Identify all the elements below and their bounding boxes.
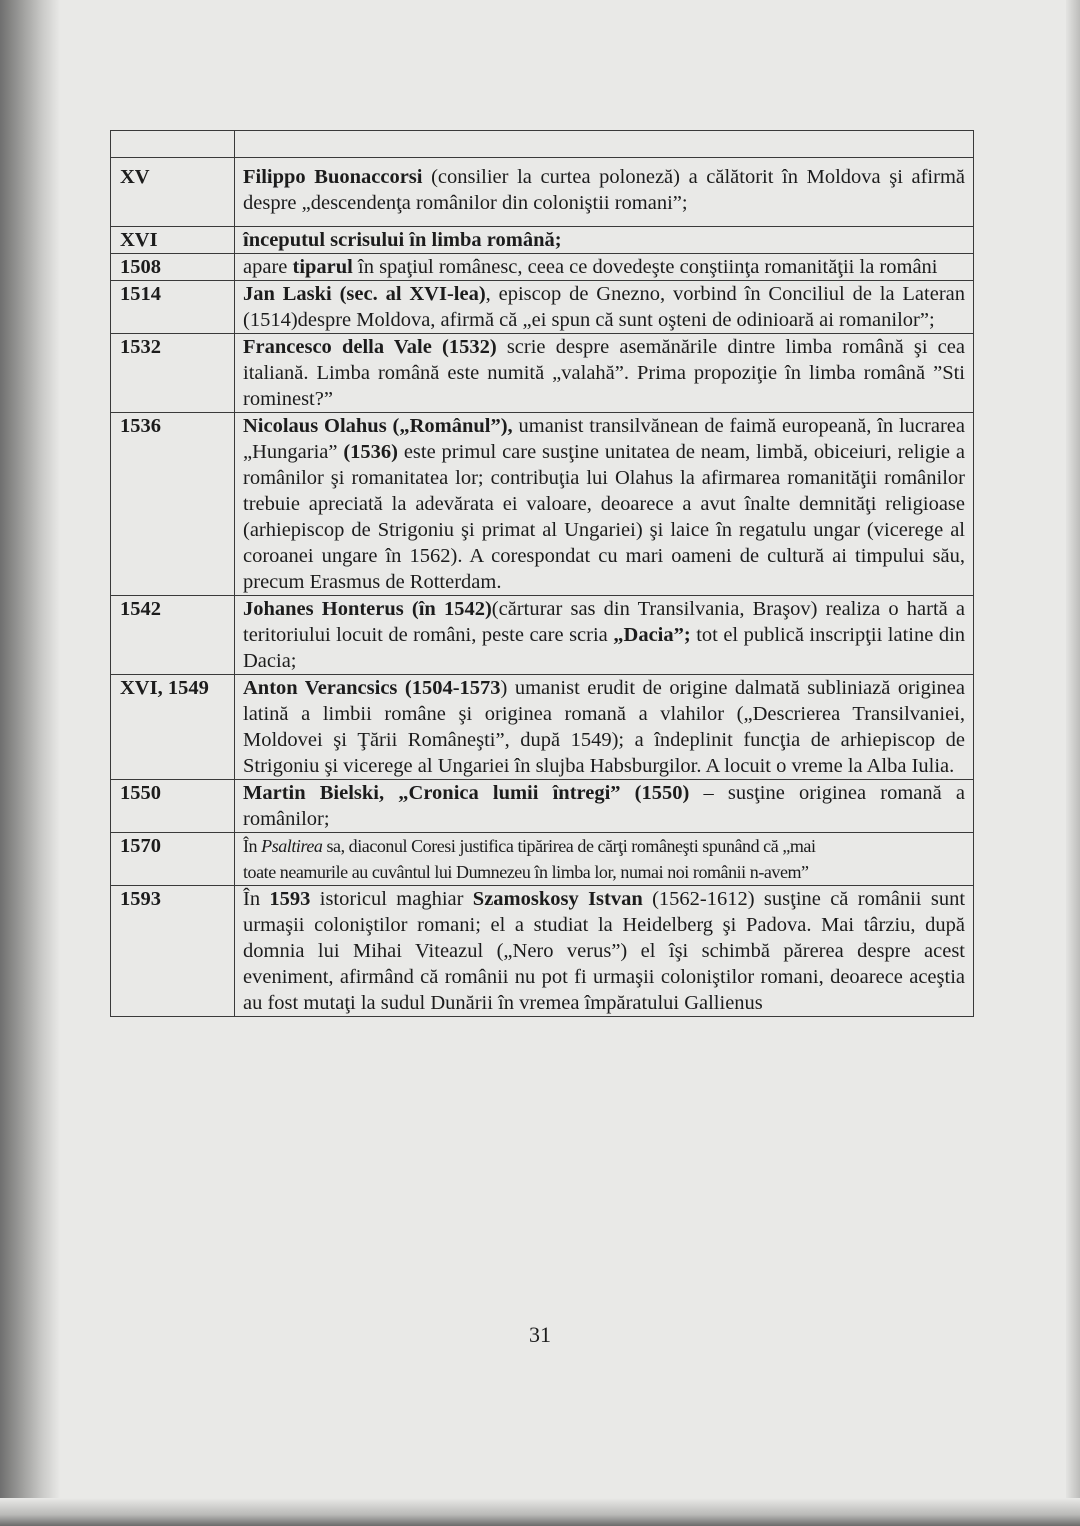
- table-row: [111, 886, 974, 1017]
- text-run-bold: Nicolaus Olahus („Românul”),: [243, 415, 513, 437]
- text-line: [243, 833, 965, 859]
- text-run: scrie despre asemănările dintre limba română şi cea italiană. Limba română este numită „valahă”. Prima propoziţie în limba română ”Sti rominest?”: [243, 336, 965, 410]
- chronology-table: [110, 130, 974, 1017]
- text-run-bold: 1593: [269, 888, 311, 910]
- text-run: – susţine originea romană a românilor;: [243, 782, 965, 830]
- description-cell: [235, 675, 974, 780]
- text-run-bold: Jan Laski (sec. al XVI-lea): [243, 283, 486, 305]
- description-cell: [235, 833, 974, 886]
- description-cell: [235, 158, 974, 227]
- year-cell: 1508: [111, 254, 235, 281]
- description-cell: [235, 596, 974, 675]
- text-run-bold: Martin Bielski, „Cronica lumii întregi” (1550): [243, 782, 690, 804]
- text-run: (1562-1612) susţine că românii sunt urmaşii coloniştilor romani; el a studiat la Heidelberg şi Padova. Mai târziu, după domnia lui Mihai Viteazul („Nero verus”) el îşi schimbă părerea despre acest eveniment, afirmând că românii nu pot fi urmaşii coloniştilor romani, deoarece aceştia au fost mutaţi la sudul Dunării în vremea împăratului Gallienus: [243, 888, 966, 1014]
- year-cell: 1542: [111, 596, 235, 675]
- text-run: În: [243, 888, 270, 910]
- year-cell: 1532: [111, 334, 235, 413]
- year-cell: XVI, 1549: [111, 675, 235, 780]
- description-cell: [235, 131, 974, 158]
- page-right-edge: [1066, 0, 1080, 1526]
- description-cell: [235, 886, 974, 1017]
- text-run: (consilier la curtea poloneză) a călătorit în Moldova şi afirmă despre „descendenţa românilor din coloniştii romani”;: [243, 166, 965, 214]
- text-run: apare: [243, 256, 293, 278]
- text-run-bold: Francesco della Vale (1532): [243, 336, 497, 358]
- table-row: [111, 281, 974, 334]
- text-run: toate neamurile au cuvântul lui Dumnezeu în limba lor, numai noi românii n-avem”: [243, 862, 809, 882]
- description-cell: [235, 780, 974, 833]
- table-row: [111, 334, 974, 413]
- text-run-bold: Szamoskosy Istvan: [472, 888, 643, 910]
- year-cell: 1570: [111, 833, 235, 886]
- text-run-bold: Anton Verancsics (1504-1573: [243, 677, 501, 699]
- text-run-bold: începutul scrisului în limba română;: [243, 229, 562, 251]
- text-run-italic: Psaltirea: [261, 836, 323, 856]
- page-number: 31: [529, 1322, 551, 1347]
- table-row: [111, 158, 974, 227]
- text-run: (cărturar sas din Transilvania, Braşov) realiza o hartă a teritoriului locuit de români, peste care scria: [243, 598, 965, 646]
- table-row: [111, 675, 974, 780]
- text-run: istoricul maghiar: [310, 888, 473, 910]
- description-cell: [235, 334, 974, 413]
- text-run-bold: „Dacia”;: [613, 624, 691, 646]
- year-cell: XV: [111, 158, 235, 227]
- table-row: [111, 227, 974, 254]
- text-run: tot el publică inscripţii latine din Dacia;: [243, 624, 966, 672]
- text-run: umanist transilvănean de faimă europeană, în lucrarea „Hungaria”: [243, 415, 965, 463]
- year-cell: 1593: [111, 886, 235, 1017]
- table-row: [111, 596, 974, 675]
- year-cell: 1536: [111, 413, 235, 596]
- text-run: este primul care susţine unitatea de neam, limbă, obiceiuri, religie a românilor şi romanitatea lor; contribuţia lui Olahus la afirmarea romanităţii românilor trebuie apreciată la adevărata ei valoare, deoarece a avut înalte demnităţi religioase (arhiepiscop de Strigoniu şi primat al Ungariei) şi laice în regatulu ungar (vicerege al coroanei ungare în 1562). A corespondat cu mari oameni de cultură ai timpului său, precum Erasmus de Rotterdam.: [243, 441, 965, 593]
- text-run: ) umanist erudit de origine dalmată subliniază originea latină a limbii române şi originea romană a vlahilor („Descrierea Transilvaniei, Moldovei şi Ţării Româneşti”, după 1549); a îndeplinit funcţia de arhiepiscop de Strigoniu şi vicerege al Ungariei în slujba Habsburgilor. A locuit o vreme la Alba Iulia.: [243, 677, 965, 777]
- description-cell: [235, 227, 974, 254]
- page-bottom-edge: [0, 1498, 1080, 1526]
- table-row: [111, 131, 974, 158]
- text-run: în spaţiul românesc, ceea ce dovedeşte conştiinţa romanităţii la români: [352, 256, 938, 278]
- table-row: [111, 254, 974, 281]
- description-cell: [235, 254, 974, 281]
- year-cell: 1514: [111, 281, 235, 334]
- text-run-bold: Johanes Honterus (în 1542): [243, 598, 492, 620]
- table-row: [111, 833, 974, 886]
- description-cell: [235, 281, 974, 334]
- book-spine-shadow: [0, 0, 60, 1526]
- text-run-bold: tiparul: [292, 256, 353, 278]
- table-row: [111, 780, 974, 833]
- text-run: , episcop de Gnezno, vorbind în Conciliul de la Lateran (1514)despre Moldova, afirmă că „ei spun că sunt oşteni de odinioară ai romanilor”;: [243, 283, 966, 331]
- description-cell: [235, 413, 974, 596]
- text-run: sa, diaconul Coresi justifica tipărirea de cărţi româneşti spunând că „mai: [322, 836, 816, 856]
- year-cell: [111, 131, 235, 158]
- text-run-bold: Filippo Buonaccorsi: [243, 166, 423, 188]
- text-run: În: [243, 836, 262, 856]
- table-row: [111, 413, 974, 596]
- year-cell: 1550: [111, 780, 235, 833]
- year-cell: XVI: [111, 227, 235, 254]
- text-run-bold: (1536): [343, 441, 398, 463]
- text-line: [243, 859, 965, 885]
